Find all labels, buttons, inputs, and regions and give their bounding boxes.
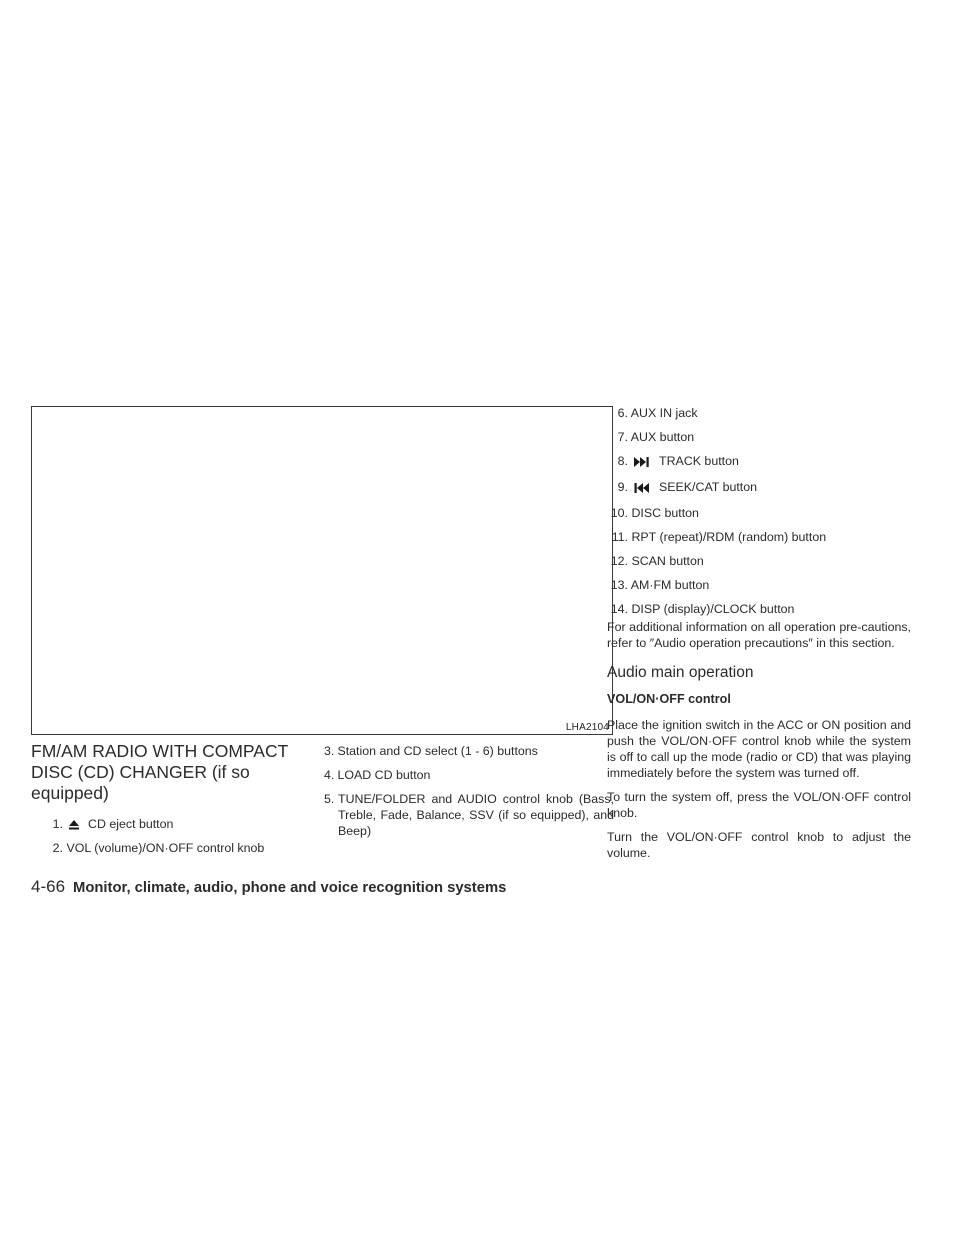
- list-item-14: [607, 601, 911, 617]
- item-number: 5.: [324, 792, 335, 806]
- vol-control-heading: VOL/ON·OFF control: [607, 692, 731, 706]
- list-item-9: [607, 479, 911, 495]
- item-number: 14.: [610, 602, 628, 616]
- list-item-4: [324, 767, 614, 783]
- column-middle: [324, 743, 614, 847]
- item-number: 8.: [617, 454, 628, 468]
- list-item-6: [607, 405, 911, 421]
- precautions-note: For additional information on all operation pre-cautions, refer to ″Audio operation precautions″ in this section.: [607, 620, 911, 650]
- list-item-12: [607, 553, 911, 569]
- item-number: 13.: [610, 578, 628, 592]
- audio-heading: Audio main operation: [607, 664, 754, 681]
- section-title: FM/AM RADIO WITH COMPACT DISC (CD) CHANGER (if so equipped): [31, 741, 288, 803]
- figure-label: LHA2104: [565, 722, 609, 733]
- item-text: Station and CD select (1 - 6) buttons: [337, 744, 538, 758]
- item-text: CD eject button: [88, 817, 174, 831]
- item-text: DISC button: [631, 506, 699, 520]
- item-number: 7.: [617, 430, 628, 444]
- item-text: SCAN button: [631, 554, 704, 568]
- next-track-icon: [633, 456, 651, 468]
- list-item-8: [607, 453, 911, 469]
- item-number: 3.: [324, 744, 335, 758]
- list-item-5: [324, 791, 614, 839]
- list-item-10: [607, 505, 911, 521]
- item-text: AM·FM button: [630, 578, 710, 592]
- list-item-11: [607, 529, 911, 545]
- item-text: TRACK button: [659, 454, 739, 468]
- item-number: 9.: [617, 480, 628, 494]
- item-number: 11.: [611, 530, 628, 544]
- item-text: RPT (repeat)/RDM (random) button: [631, 530, 827, 544]
- item-text: DISP (display)/CLOCK button: [631, 602, 795, 616]
- item-number: 6.: [617, 406, 628, 420]
- list-item-2: [31, 840, 301, 856]
- paragraph-2: To turn the system off, press the VOL/ON·OFF control knob.: [607, 790, 911, 820]
- page-footer: [31, 877, 506, 897]
- paragraph-1: Place the ignition switch in the ACC or ON position and push the VOL/ON·OFF control knob while the system is off to call up the mode (radio or CD) that was playing immediately before the system was turned off.: [607, 718, 911, 780]
- chapter-title: Monitor, climate, audio, phone and voice recognition systems: [73, 880, 507, 896]
- item-number: 12.: [610, 554, 628, 568]
- column-right: [607, 405, 911, 869]
- item-text: TUNE/FOLDER and AUDIO control knob (Bass, Treble, Fade, Balance, SSV (if so equipped), and Beep): [338, 792, 614, 838]
- previous-track-icon: [633, 482, 651, 494]
- list-item-7: [607, 429, 911, 445]
- column-left: [31, 741, 301, 864]
- item-number: 2.: [52, 841, 63, 855]
- item-number: 10.: [610, 506, 628, 520]
- list-item-1: [31, 816, 301, 832]
- list-item-3: [324, 743, 614, 759]
- list-item-13: [607, 577, 911, 593]
- item-number: 1.: [52, 817, 63, 831]
- paragraph-3: Turn the VOL/ON·OFF control knob to adjust the volume.: [607, 830, 911, 860]
- item-text: LOAD CD button: [337, 768, 431, 782]
- item-number: 4.: [324, 768, 335, 782]
- eject-icon: [68, 819, 80, 831]
- figure-placeholder: [31, 406, 613, 735]
- item-text: AUX IN jack: [630, 406, 698, 420]
- item-text: SEEK/CAT button: [659, 480, 758, 494]
- item-text: AUX button: [630, 430, 695, 444]
- page-number: 4-66: [31, 877, 66, 896]
- item-text: VOL (volume)/ON·OFF control knob: [66, 841, 265, 855]
